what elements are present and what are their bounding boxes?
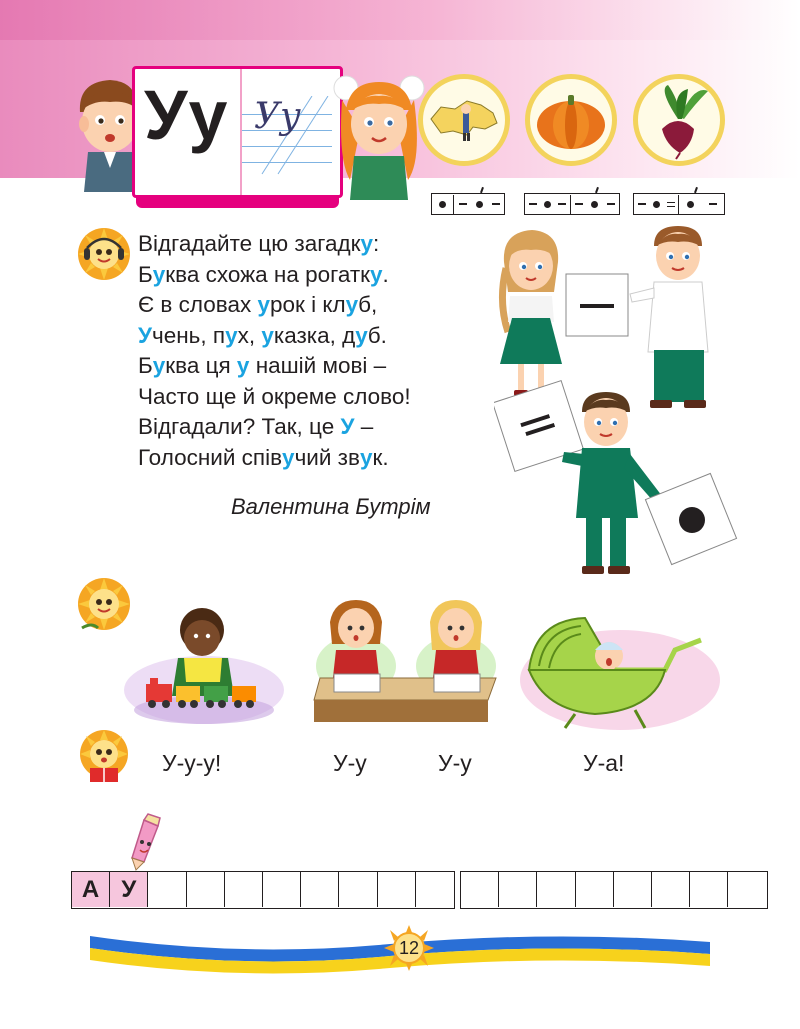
- poem: [138, 229, 411, 473]
- poem-line: [138, 260, 411, 291]
- girls-at-desk-illustration: [310, 600, 500, 728]
- highlighted-letter: у: [370, 261, 383, 287]
- poem-text: :: [372, 231, 380, 256]
- letter-grid-left: [71, 871, 455, 909]
- sound-scheme-3: [633, 193, 725, 215]
- grid-cell: [225, 872, 263, 907]
- poem-text: б.: [367, 322, 387, 348]
- highlighted-letter: у: [236, 353, 250, 378]
- poem-text: –: [354, 414, 374, 439]
- poem-line: [138, 351, 411, 382]
- poem-text: к.: [372, 444, 389, 470]
- grid-cell: [614, 872, 652, 907]
- sound-scheme-2: [524, 193, 620, 215]
- poem-text: х,: [237, 322, 262, 348]
- letter-book: [130, 66, 345, 208]
- highlighted-letter: у: [261, 322, 274, 348]
- poem-author: Валентина Бутрім: [231, 494, 431, 519]
- poem-text: Відгадали? Так, це: [138, 414, 341, 439]
- grid-cell-letter-u: У: [110, 872, 148, 907]
- grid-cell: [537, 872, 575, 907]
- poem-text: Б: [138, 353, 153, 378]
- highlighted-letter: у: [360, 231, 373, 256]
- poem-text: чий зв: [294, 444, 360, 470]
- poem-text: Відгадайте цю загадк: [138, 231, 361, 256]
- grid-cell: [576, 872, 614, 907]
- poem-text: рок і кл: [270, 292, 346, 317]
- pumpkin-picture: [525, 74, 617, 166]
- poem-line: [138, 382, 411, 413]
- page-number: 12: [398, 937, 420, 958]
- pencil-icon: [122, 812, 168, 872]
- poem-text: нашій мові –: [249, 353, 387, 378]
- sound-label-baby: У-а!: [583, 750, 625, 776]
- grid-cell: [461, 872, 499, 907]
- poem-line: [138, 290, 411, 321]
- highlighted-letter: у: [345, 292, 359, 317]
- pumpkin-icon: [530, 79, 612, 161]
- grid-cell-letter-a: А: [72, 872, 110, 907]
- sound-label-train: У-у-у!: [162, 750, 222, 776]
- poem-line: [138, 443, 411, 474]
- highlighted-letter: у: [257, 292, 271, 317]
- grid-cell: [416, 872, 454, 907]
- sun-reading-icon: [76, 728, 132, 784]
- beet-picture: [633, 74, 725, 166]
- kids-with-sound-cards-illustration: [494, 222, 744, 580]
- poem-line: [138, 412, 411, 443]
- sun-listening-icon: [76, 226, 132, 282]
- highlighted-letter: у: [355, 322, 368, 348]
- highlighted-letter: у: [282, 444, 295, 470]
- ukraine-map-icon: [423, 79, 505, 161]
- grid-cell: [652, 872, 690, 907]
- highlighted-letter: у: [225, 322, 238, 348]
- page-number-badge: [380, 925, 438, 971]
- poem-text: Голосний спів: [138, 444, 283, 470]
- grid-cell: [378, 872, 416, 907]
- highlighted-letter: у: [152, 261, 166, 287]
- grid-cell: [148, 872, 186, 907]
- sound-label-girl1: У-у: [333, 750, 367, 776]
- grid-cell: [728, 872, 766, 907]
- poem-text: ква схожа на рогатк: [165, 261, 371, 287]
- poem-text: .: [382, 261, 389, 287]
- grid-cell: [499, 872, 537, 907]
- girl-peeking-illustration: [332, 70, 427, 200]
- sound-label-girl2: У-у: [438, 750, 472, 776]
- poem-text: б,: [358, 292, 378, 317]
- poem-line: [138, 229, 411, 260]
- grid-cell: [339, 872, 377, 907]
- poem-text: чень, п: [152, 322, 226, 348]
- sound-scheme-1: [431, 193, 505, 215]
- highlighted-letter: у: [152, 353, 166, 378]
- baby-in-pram-illustration: [515, 610, 725, 735]
- poem-text: Є в словах: [138, 292, 258, 317]
- grid-cell: [301, 872, 339, 907]
- highlighted-letter: У: [138, 322, 152, 348]
- poem-line: [138, 321, 411, 352]
- poem-text: Б: [138, 261, 153, 287]
- beet-icon: [638, 79, 720, 161]
- ukraine-map-picture: [418, 74, 510, 166]
- boy-with-train-illustration: [120, 600, 285, 730]
- highlighted-letter: У: [340, 414, 355, 439]
- big-letters: Уу: [144, 76, 229, 154]
- script-letters: Уу: [254, 96, 301, 137]
- grid-cell: [263, 872, 301, 907]
- poem-text: Часто ще й окреме слово!: [138, 383, 411, 409]
- grid-cell: [690, 872, 728, 907]
- poem-text: казка, д: [273, 322, 356, 348]
- poem-text: ква ця: [165, 353, 237, 378]
- grid-cell: [187, 872, 225, 907]
- letter-grid-right: [460, 871, 768, 909]
- highlighted-letter: у: [359, 444, 373, 470]
